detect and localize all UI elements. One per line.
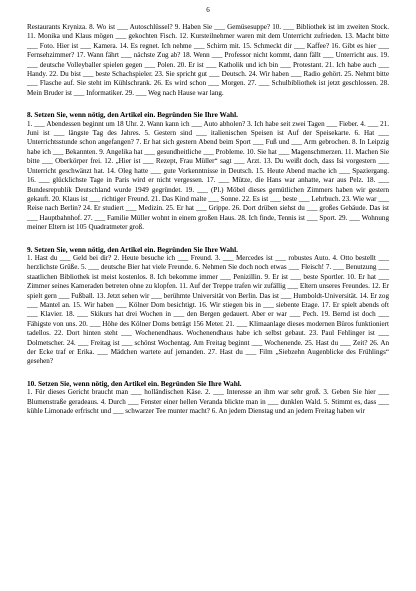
exercise-heading: 8. Setzen Sie, wenn nötig, den Artikel ein. Begründen Sie Ihre Wahl. <box>27 110 238 120</box>
page-number: 6 <box>206 6 210 14</box>
exercise-text: Restaurants Kryniza. 8. Wo ist ___ Autoschlüssel? 9. Haben Sie ___ Gemüsesuppe? 10. ___ Bibliothek ist im zweiten Stock. 11. Monika und Klaus mögen ___ gekochten Fisch. 12. Kursteilnehmer waren mit dem Unterricht zufrieden. 13. Macht bitte ___ Foto. Hier ist ___ Kamera. 14. Es regnet. Ich nehme ___ Schirm mit. 15. Schmeckt dir ___ Kaffee? 16. Gibt es hier ___ Fernsehzimmer? 17. Wann fährt ___ nächste Zug ab? 18. Wenn ___ Professor nicht kommt, dann fällt ___ Unterricht aus. 19. ___ deutsche Volleyballer spielen gegen ___ Polen. 20. Er ist ___ Katholik und ich bin ___ Protestant. 21. Ich habe auch ___ Handy. 22. Du bist ___ beste Schachspieler. 23. Sie spricht gut ___ Deutsch. 24. Wir haben ___ Radio gehört. 25. Nehmt bitte ___ Flasche auf. Sie steht im Kühlschrank. 26. Es wird schon ___ Morgen. 27. ___ Schulbibliothek ist jetzt geschlossen. 28. Mein Bruder ist ___ Informatiker. 29. ___ Weg nach Hause war lang. <box>27 23 389 97</box>
exercise-text: 1. Hast du ___ Geld bei dir? 2. Heute besuche ich ___ Freund. 3. ___ Mercedes ist ___ robustes Auto. 4. Otto bestellt ___ herzlichste Grüße. 5. ___ deutsche Bier hat viele Freunde. 6. Nehmen Sie doch noch etwas ___ Fleisch! 7. ___ Benutzung ___ staatlichen Bibliothek ist meist kostenlos. 8. Ich bekomme immer ___ Penizillin. 9. Er ist ___ beste Sportler. 10. Er hat ___ Zimmer seines Kameraden betreten ohne zu klopfen. 11. Auf der Treppe trafen wir zufällig ___ Eltern unseres Freundes. 12. Er spielt gern ___ Fußball. 13. Jetzt sehen wir ___ berühmte Universität von Berlin. Das ist ___ Humboldt-Universität. 14. Er zog ___ Mantel an. 15. Wir haben ___ Kölner Dom besichtigt. 16. Wir stiegen bis in ___ siebente Etage. 17. Er spielt abends oft ___ Klavier. 18. ___ Skikurs hat drei Wochen in ___ den Bergen gedauert. Aber er war ___ Pech. 19. Bernd ist doch ___ Fähigste von uns. 20. ___ Höhe des Kölner Doms beträgt 156 Meter. 21. ___ Klimaanlage dieses modernen Büros funktioniert tadellos. 22. Dort hinten steht ___ Wochenendhaus. Wochenendhaus habe ich selbst gebaut. 23. Paul Fehlinger ist ___ Dolmetscher. 24. ___ Freitag ist ___ schönst Wochentag. Am Freitag beginnt ___ Wochenende. 25. Hast du ___ Zeit? 26. An der Ecke traf er Erika. ___ Mädchen wartete auf jemanden. 27. Hast du ___ Film „Siebzehn Augenblicke des Frühlings“ gesehen? <box>27 253 389 366</box>
page-content <box>27 23 389 416</box>
exercise-9 <box>27 245 389 367</box>
exercise-heading: 10. Setzen Sie, wenn nötig, den Artikel ein. Begründen Sie Ihre Wahl. <box>27 378 242 388</box>
exercise-text: 1. ___ Abendessen beginnt um 18 Uhr. 2. Wann kann ich ___ Auto abholen? 3. Ich habe seit zwei Tagen ___ Fieber. 4. ___ 21. Juni ist ___ längste Tag des Jahres. 5. Gestern sind ___ italienischen Speisen ist Auf der Speisekarte. 6. Hat ___ Unterrichtsstunde schon angefangen? 7. Er hat sich gestern Abend beim Sport ___ Fuß und ___ Arm gebrochen. 8. In Leipzig habe ich ___ Bekannten. 9. Angelika hat ___ gesundheitliche ___ Probleme. 10. Sie hat ___ Magenschmerzen. 11. Machen Sie bitte ___ Oberkörper frei. 12. „Hier ist ___ Rezept, Frau Müller“ sagt ___ Arzt. 13. Du weißt doch, dass Isi vorgestern ___ Unterricht geschwänzt hat. 14. Oleg hatte ___ gute Vorkenntnisse in Deutsch. 15. Heute Abend mache ich ___ Spaziergang. 16. ___ glücklichste Tage in Paris wird er nicht vergessen. 17. ___ Mütze, die Hans war anhatte, war aus Pelz. 18. ___ Bundesrepublik Deutschland wurde 1949 gegründet. 19. ___ (Pl.) Möbel dieses gemütlichen Zimmers haben wir gestern gekauft. 20. Klaus ist ___ richtiger Freund. 21. Das Kind malte ___ Sonne. 22. Es ist ___ beste ___ Lehrbuch. 23. Wie war ___ Reise nach Berlin? 24. Er studiert ___ Medizin. 25. Er hat ___ Grippe. 26. Dort drüben siehst du ___ großes Gebäude. Das ist ___ Hauptbahnhof. 27. ___ Familie Müller wohnt in einem großen Haus. 28. Ich finde, Tennis ist ___ Sport. 29. ___ Wohnung meiner Eltern ist 105 Quadratmeter groß. <box>27 119 389 232</box>
exercise-text: 1. Für dieses Gericht braucht man ___ holländischen Käse. 2. ___ Interesse an ihm war sehr groß. 3. Geben Sie hier ___ Blumenstraße geradeaus. 4. Durch ___ Fenster einer hellen Veranda blickte man in ___ dunklen Wald. 5. Stimmt es, dass ___ kühle Limonade erfrischt und ___ schwarzer Tee munter macht? 6. An jedem Dienstag und an jedem Freitag haben wir <box>27 388 389 416</box>
exercise-8 <box>27 110 389 232</box>
exercise-10 <box>27 379 389 417</box>
exercise-heading: 9. Setzen Sie, wenn nötig, den Artikel ein. Begründen Sie Ihre Wahl. <box>27 244 238 254</box>
exercise-7-continuation <box>27 23 389 98</box>
